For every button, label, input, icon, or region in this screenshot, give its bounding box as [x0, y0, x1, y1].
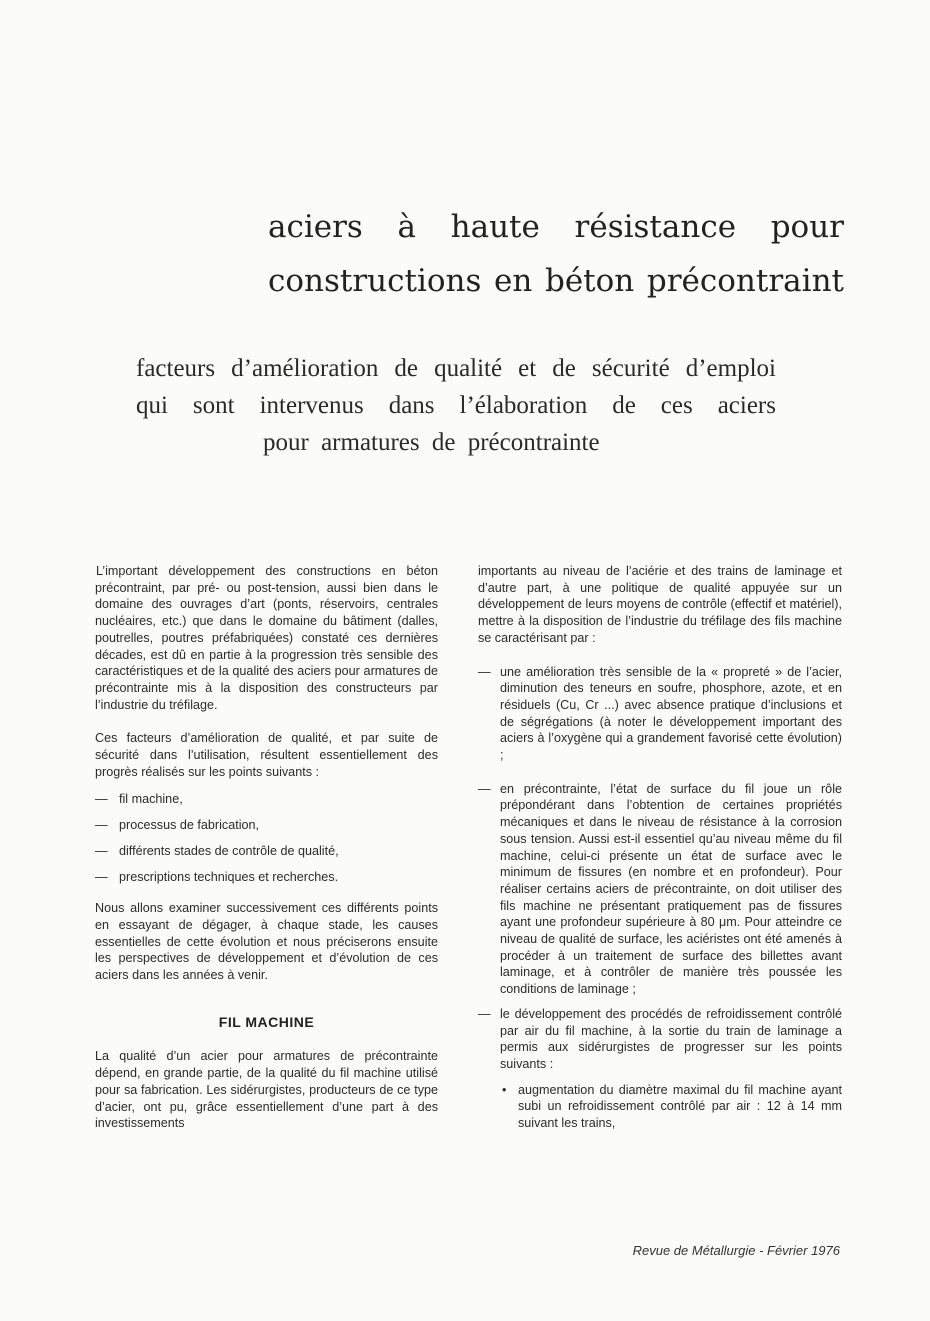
plan-paragraph: Nous allons examiner successivement ces différents points en essayant de dégager, à chaque stade, les causes essentielles de cette évolution et nous préciserons ensuite les perspectives de développement et d’évolution de ces aciers dans les années à venir. [95, 901, 438, 983]
journal-footer: Revue de Métallurgie - Février 1976 [632, 1243, 840, 1258]
points-list [95, 791, 438, 885]
subtitle-line-1: facteurs d’amélioration de qualité et de sécurité d’emploi [136, 355, 776, 382]
article-title [268, 200, 844, 308]
article-subtitle [136, 350, 776, 461]
left-column [95, 563, 438, 1132]
section-heading: FIL MACHINE [218, 1013, 315, 1030]
list-item: — le développement des procédés de refroidissement contrôlé par air du fil machine, à la sortie du train de laminage a permis aux sidérurgistes de progresser sur les points suivants : [478, 1006, 842, 1071]
list-item: — fil machine, [95, 792, 183, 807]
subtitle-line-3: pour armatures de précontrainte [263, 429, 600, 456]
sub-bullet-item: • augmentation du diamètre maximal du fil machine ayant subi un refroidissement contrôlé par air : 12 à 14 mm suivant les trains, [502, 1082, 842, 1131]
list-item: — différents stades de contrôle de qualité, [95, 843, 339, 858]
continuation-paragraph: importants au niveau de l’aciérie et des trains de laminage et d’autre part, à une politique de qualité appuyée sur un développement de leurs moyens de contrôle (effectif et matériel), mettre à la disposition de l’industrie du tréfilage des fils machine se caractérisant par : [478, 564, 842, 645]
fil-machine-paragraph: La qualité d’un acier pour armatures de précontrainte dépend, en grande partie, de la qualité du fil machine utilisé pour sa fabrication. Les sidérurgistes, producteurs de ce type d’acier, ont pu, grâce essentiellement d’une part à des investissements [95, 1049, 438, 1131]
title-line-2: constructions en béton précontraint [268, 263, 844, 299]
list-item: — une amélioration très sensible de la « propreté » de l’acier, diminution des teneurs en soufre, phosphore, azote, et en résiduels (Cu, Cr ...) avec absence pratique d’inclusions et de ségrégations (à noter le développement important des aciers à l’oxygène qui a grandement favorisé cette évolution) ; [478, 664, 842, 763]
factors-paragraph: Ces facteurs d’amélioration de qualité, et par suite de sécurité dans l’utilisation, résultent essentiellement des progrès réalisés sur les points suivants : [95, 731, 438, 779]
list-item: — processus de fabrication, [95, 818, 260, 833]
title-line-1: aciers à haute résistance pour [268, 209, 844, 245]
list-item: — prescriptions techniques et recherches. [95, 869, 339, 884]
list-item: — en précontrainte, l’état de surface du fil joue un rôle prépondérant dans l’obtention de certaines propriétés mécaniques et dans le niveau de résistance à la corrosion sous tension. Aussi est-il essentiel qu’au niveau même du fil machine, celui-ci présente un état de surface avec le minimum de fissures (en nombre et en profondeur). Pour réaliser certains aciers de précontrainte, on doit utiliser des fils machine ne présentant pratiquement pas de fissures ayant une profondeur supérieure à 80 μm. Pour atteindre ce niveau de qualité de surface, les aciéristes ont été amenés à procéder à un traitement de surface des billettes avant laminage, et à contrôler de manière très poussée les conditions de laminage ; [478, 781, 842, 997]
subtitle-line-2: qui sont intervenus dans l’élaboration de ces aciers [136, 392, 776, 419]
intro-paragraph: L’important développement des constructions en béton précontraint, par pré- ou post-tension, aussi bien dans le domaine des ouvrages d’art (ponts, réservoirs, centrales nucléaires, etc.) que dans le domaine du bâtiment (dalles, poutrelles, poutres préfabriquées) constaté ces dernières décades, est dû en partie à la progression très sensible des caractéristiques et de la qualité des aciers pour armatures de précontrainte mis à la disposition des constructeurs par l’industrie du tréfilage. [95, 564, 438, 712]
right-column [478, 563, 842, 1132]
